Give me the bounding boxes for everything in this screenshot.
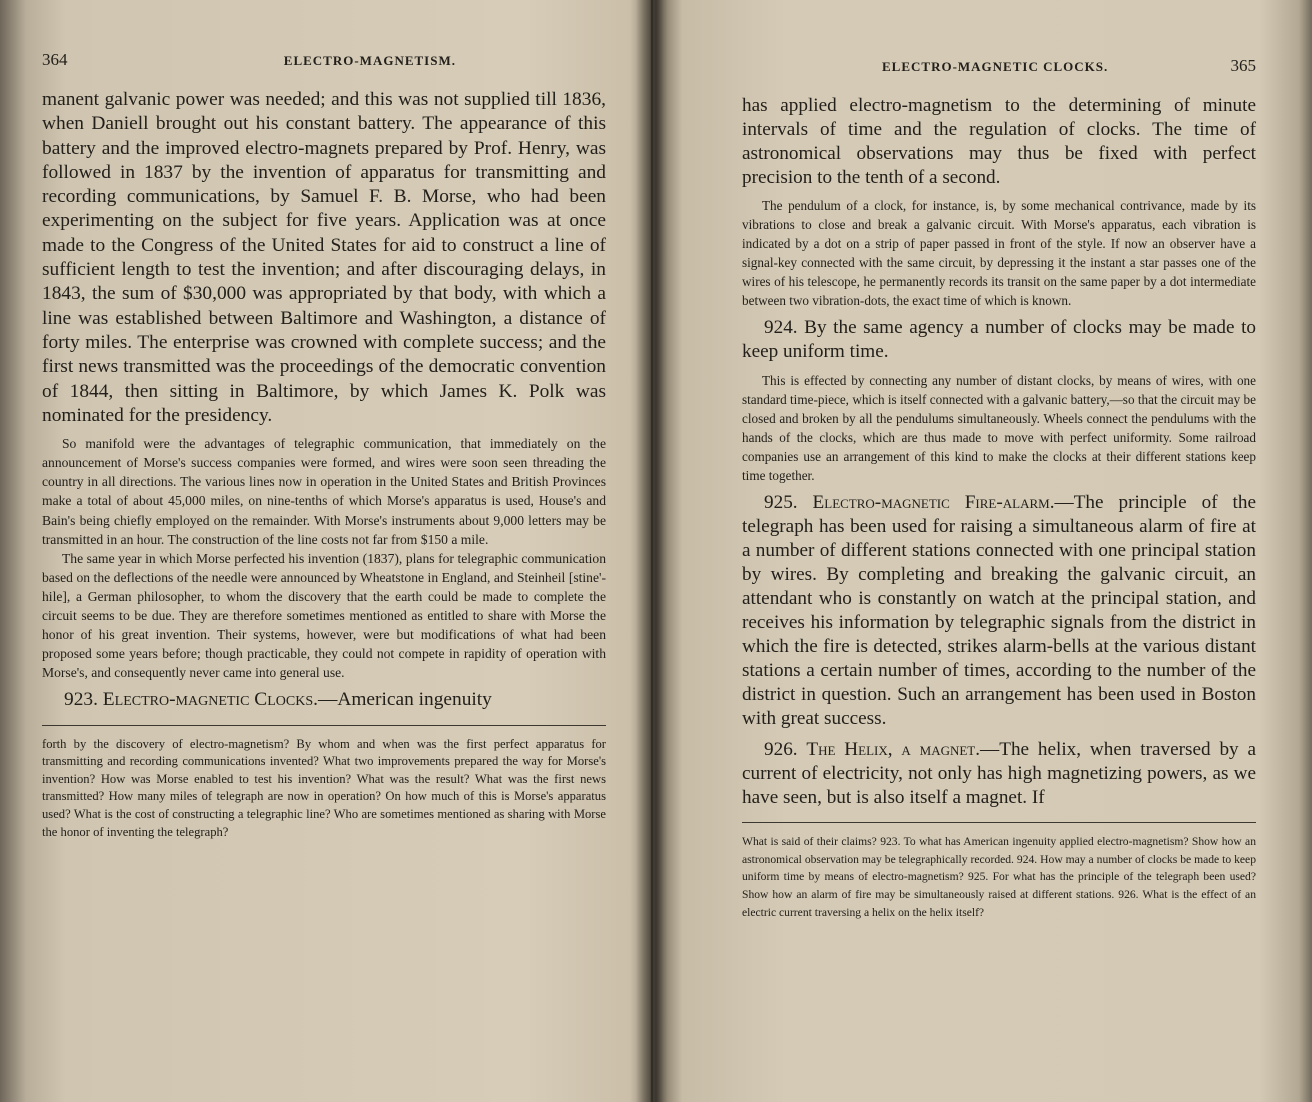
right-note-uniform-time: This is effected by connecting any number of distant clocks, by means of wires, with one standard time-piece, which is itself connected with a galvanic battery,—so that the circuit may be closed and broken by all the pendulums simultaneously. Wheels connect the pendulums with the hands of the clocks, which are thus made to move with perfect uniformity. Some railroad companies use an arrangement of this kind to make the clocks at their different stations keep time together. (742, 372, 1256, 483)
left-page-number: 364 (42, 50, 68, 69)
right-footnote-rule (742, 822, 1256, 823)
section-925-number: 925. (764, 491, 798, 513)
right-paragraph-clocks: has applied electro-magnetism to the determining of minute intervals of time and the regulation of clocks. The time of astronomical observations may thus be fixed with perfect precision to the tenth of a second. (742, 95, 1256, 189)
right-review-questions: What is said of their claims? 923. To what has American ingenuity applied electro-magnetism? Show how an astronomical observation may be telegraphically recorded. 924. How may a number of clocks be made to keep uniform time by means of electro-magnetism? 925. For what has the principle of the telegraph been used? Show how an alarm of fire may be simultaneously raised at different stations. 926. What is the effect of an electric current traversing a helix on the helix itself? (742, 834, 1256, 919)
right-page-number: 365 (1230, 56, 1256, 75)
section-926-paragraph (742, 738, 1256, 810)
right-running-head (742, 56, 1256, 94)
section-923-heading (42, 688, 606, 712)
section-923-title: Electro-magnetic Clocks. (102, 689, 318, 711)
section-925-title: Electro-magnetic Fire-alarm. (812, 491, 1055, 513)
left-running-title: ELECTRO-MAGNETISM. (283, 53, 456, 68)
section-924-paragraph: 924. By the same agency a number of clocks may be made to keep uniform time. (742, 317, 1256, 363)
left-paragraph-morse: manent galvanic power was needed; and this was not supplied till 1836, when Daniell brought out his constant battery. The appearance of this battery and the improved electro-magnets prepared by Prof. Henry, was followed in 1837 by the invention of apparatus for transmitting and recording communications, by Samuel F. B. Morse, who had been experimenting on the subject for five years. Application was at once made to the Congress of the United States for aid to construct a line of sufficient length to test the invention; and after discouraging delays, in 1843, the sum of $30,000 was appropriated by that body, with which a line was established between Baltimore and Washington, a distance of forty miles. The enterprise was crowned with complete success; and the first news transmitted was the proceedings of the democratic convention of 1844, then sitting in Baltimore, by which James K. Polk was nominated for the presidency. (42, 89, 606, 426)
section-926-number: 926. (764, 738, 798, 760)
section-926-text: —The helix, when traversed by a current of electricity, not only has high magnetizing powers, as we have seen, but is also itself a magnet. If (742, 738, 1257, 808)
left-running-head (42, 50, 606, 88)
right-running-title: ELECTRO-MAGNETIC CLOCKS. (882, 59, 1109, 74)
section-923-number: 923. (64, 689, 98, 711)
section-925-text: —The principle of the telegraph has been used for raising a simultaneous alarm of fire at a number of different stations connected with one principal station by wires. By completing and breaking the galvanic circuit, an attendant who is constantly on watch at the principal station, and receives his information by telegraphic signals from the district in which the fire is detected, strikes alarm-bells at the various distant stations a certain number of times, according to the number of the district in question. Such an arrangement has been used in Boston with great success. (742, 491, 1256, 730)
left-review-questions: forth by the discovery of electro-magnetism? By whom and when was the first perfect apparatus for transmitting and recording communications invented? What two improvements prepared the way for Morse's invention? How was Morse enabled to test his invention? What was the result? What was the first news transmitted? How many miles of telegraph are now in operation? On how much of this is Morse's apparatus used? What is the cost of constructing a telegraphic line? Who are sometimes mentioned as sharing with Morse the honor of inventing the telegraph? (42, 736, 606, 839)
section-926-title: The Helix, a magnet. (806, 738, 981, 760)
left-note-wheatstone: The same year in which Morse perfected his invention (1837), plans for telegraphic communication based on the deflections of the needle were announced by Wheatstone in England, and Steinheil [stine'-hile], a German philosopher, to whom the discovery that the earth could be made to complete the circuit seems to be due. They are therefore sometimes mentioned as entitled to share with Morse the honor of his great invention. Their systems, however, were but modifications of what had been proposed some years before; though practicable, they could not compete in rapidity of operation with Morse's, and consequently never came into general use. (42, 550, 606, 681)
book-gutter (636, 0, 668, 1102)
left-page (22, 0, 634, 1102)
right-page (668, 0, 1280, 1102)
section-923-text: —American ingenuity (317, 689, 492, 711)
right-note-pendulum: The pendulum of a clock, for instance, is, by some mechanical contrivance, made by its vibrations to close and break a galvanic circuit. With Morse's apparatus, each vibration is indicated by a dot on a strip of paper passed in front of the style. If now an observer have a signal-key connected with the same circuit, by depressing it the instant a star passes one of the wires of his telescope, he permanently records its transit on the same paper by a dot intermediate between two vibration-dots, the exact time of which is known. (742, 198, 1256, 309)
section-925-paragraph (742, 491, 1256, 732)
left-footnote-rule (42, 725, 606, 726)
left-note-telegraph-spread: So manifold were the advantages of telegraphic communication, that immediately on the announcement of Morse's success companies were formed, and wires were soon seen threading the country in all directions. The various lines now in operation in the United States and British Provinces make a total of about 45,000 miles, on nine-tenths of which Morse's apparatus is used, House's and Bain's being chiefly employed on the remainder. With Morse's instruments about 9,000 letters may be transmitted in an hour. The construction of the line costs not far from $150 a mile. (42, 436, 606, 547)
